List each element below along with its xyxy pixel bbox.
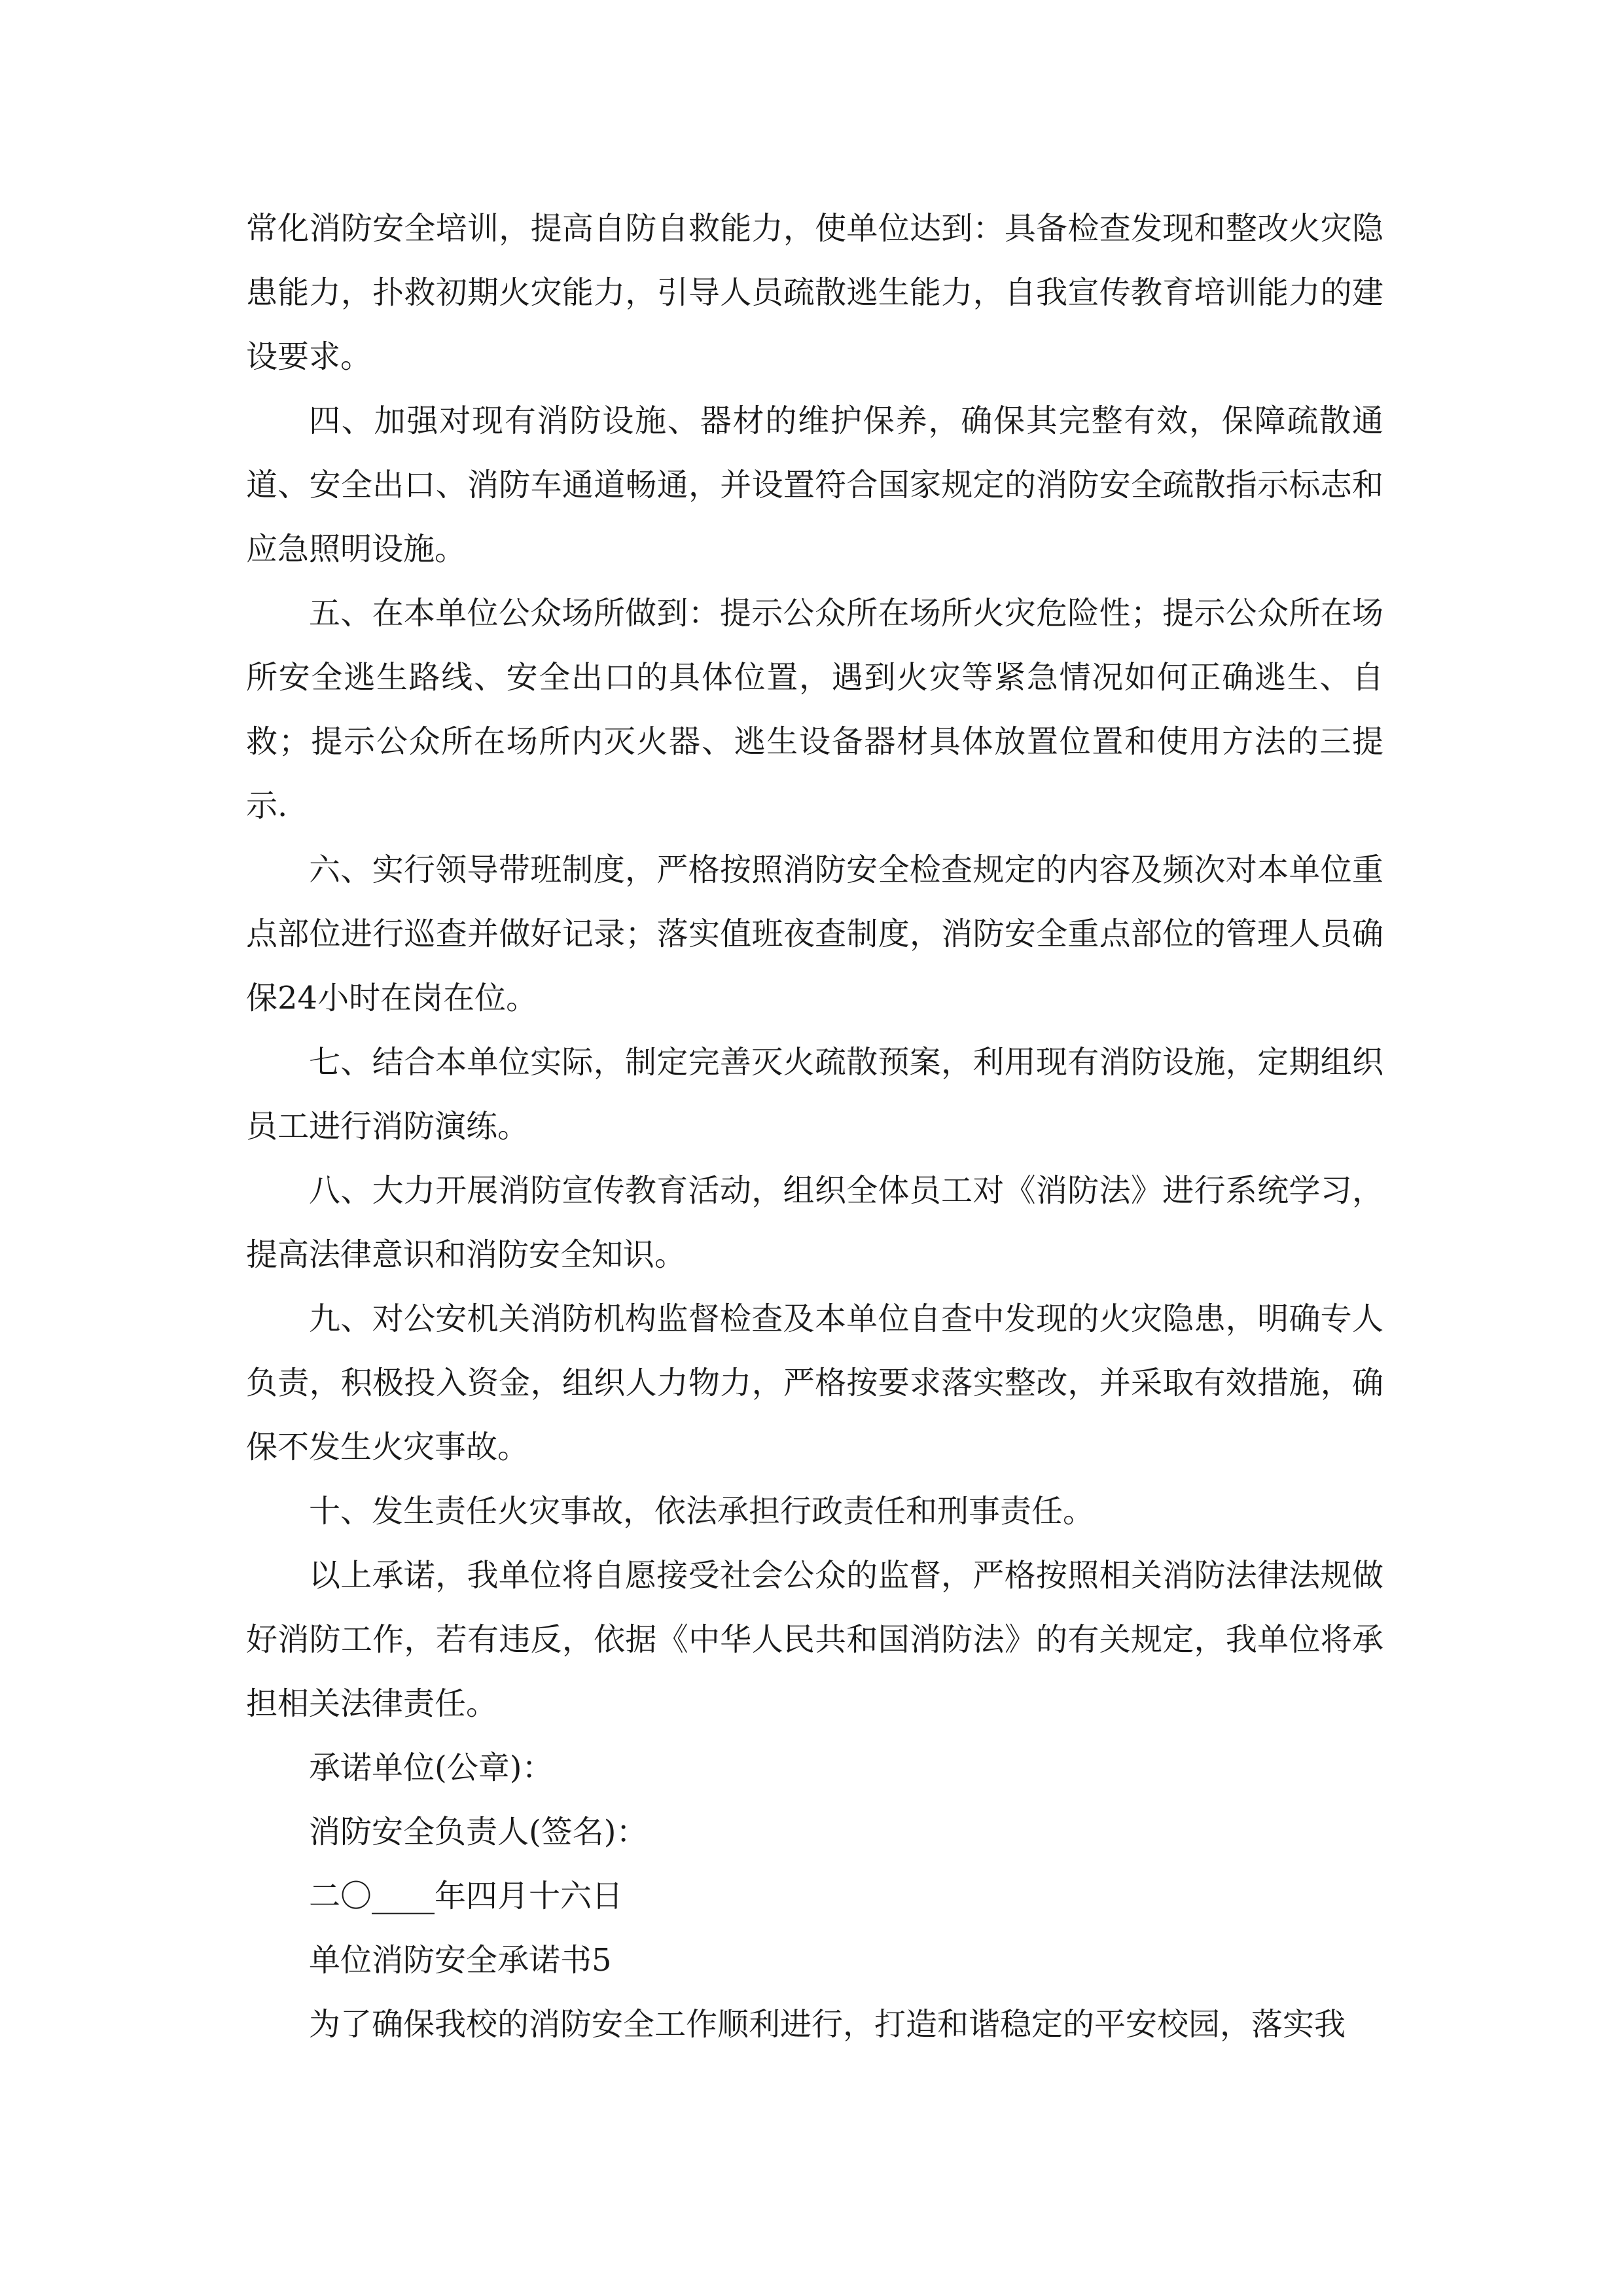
signature-date-line: 二〇____年四月十六日 [309,1878,624,1914]
paragraph-conclusion: 以上承诺，我单位将自愿接受社会公众的监督，严格按照相关消防法律法规做好消防工作，若有违反，依据《中华人民共和国消防法》的有关规定，我单位将承担相关法律责任。 [246,1557,1383,1722]
paragraph-item-8: 八、大力开展消防宣传教育活动，组织全体员工对《消防法》进行系统学习，提高法律意识和消防安全知识。 [246,1172,1383,1273]
paragraph-item-6: 六、实行领导带班制度，严格按照消防安全检查规定的内容及频次对本单位重点部位进行巡查并做好记录；落实值班夜查制度，消防安全重点部位的管理人员确保24小时在岗在位。 [246,852,1383,1016]
paragraph-item-10: 十、发生责任火灾事故，依法承担行政责任和刑事责任。 [309,1493,1095,1530]
paragraph-item-5: 五、在本单位公众场所做到：提示公众所在场所火灾危险性；提示公众所在场所安全逃生路线、安全出口的具体位置，遇到火灾等紧急情况如何正确逃生、自救；提示公众所在场所内灭火器、逃生设备器材具体放置位置和使用方法的三提示. [246,595,1383,824]
document-body [246,196,1383,2056]
signature-unit-line: 承诺单位(公章)： [309,1749,554,1786]
next-section-intro: 为了确保我校的消防安全工作顺利进行，打造和谐稳定的平安校园，落实我 [309,2006,1346,2043]
paragraph-continued: 常化消防安全培训，提高自防自救能力，使单位达到：具备检查发现和整改火灾隐患能力，扑救初期火灾能力，引导人员疏散逃生能力，自我宣传教育培训能力的建设要求。 [246,210,1383,375]
signature-responsible-line: 消防安全负责人(签名)： [309,1814,648,1850]
paragraph-item-9: 九、对公安机关消防机构监督检查及本单位自查中发现的火灾隐患，明确专人负责，积极投入资金，组织人力物力，严格按要求落实整改，并采取有效措施，确保不发生火灾事故。 [246,1300,1383,1465]
next-section-title: 单位消防安全承诺书5 [309,1942,612,1979]
paragraph-item-4: 四、加强对现有消防设施、器材的维护保养，确保其完整有效，保障疏散通道、安全出口、消防车通道畅通，并设置符合国家规定的消防安全疏散指示标志和应急照明设施。 [246,403,1383,567]
paragraph-item-7: 七、结合本单位实际，制定完善灭火疏散预案，利用现有消防设施，定期组织员工进行消防演练。 [246,1044,1383,1145]
